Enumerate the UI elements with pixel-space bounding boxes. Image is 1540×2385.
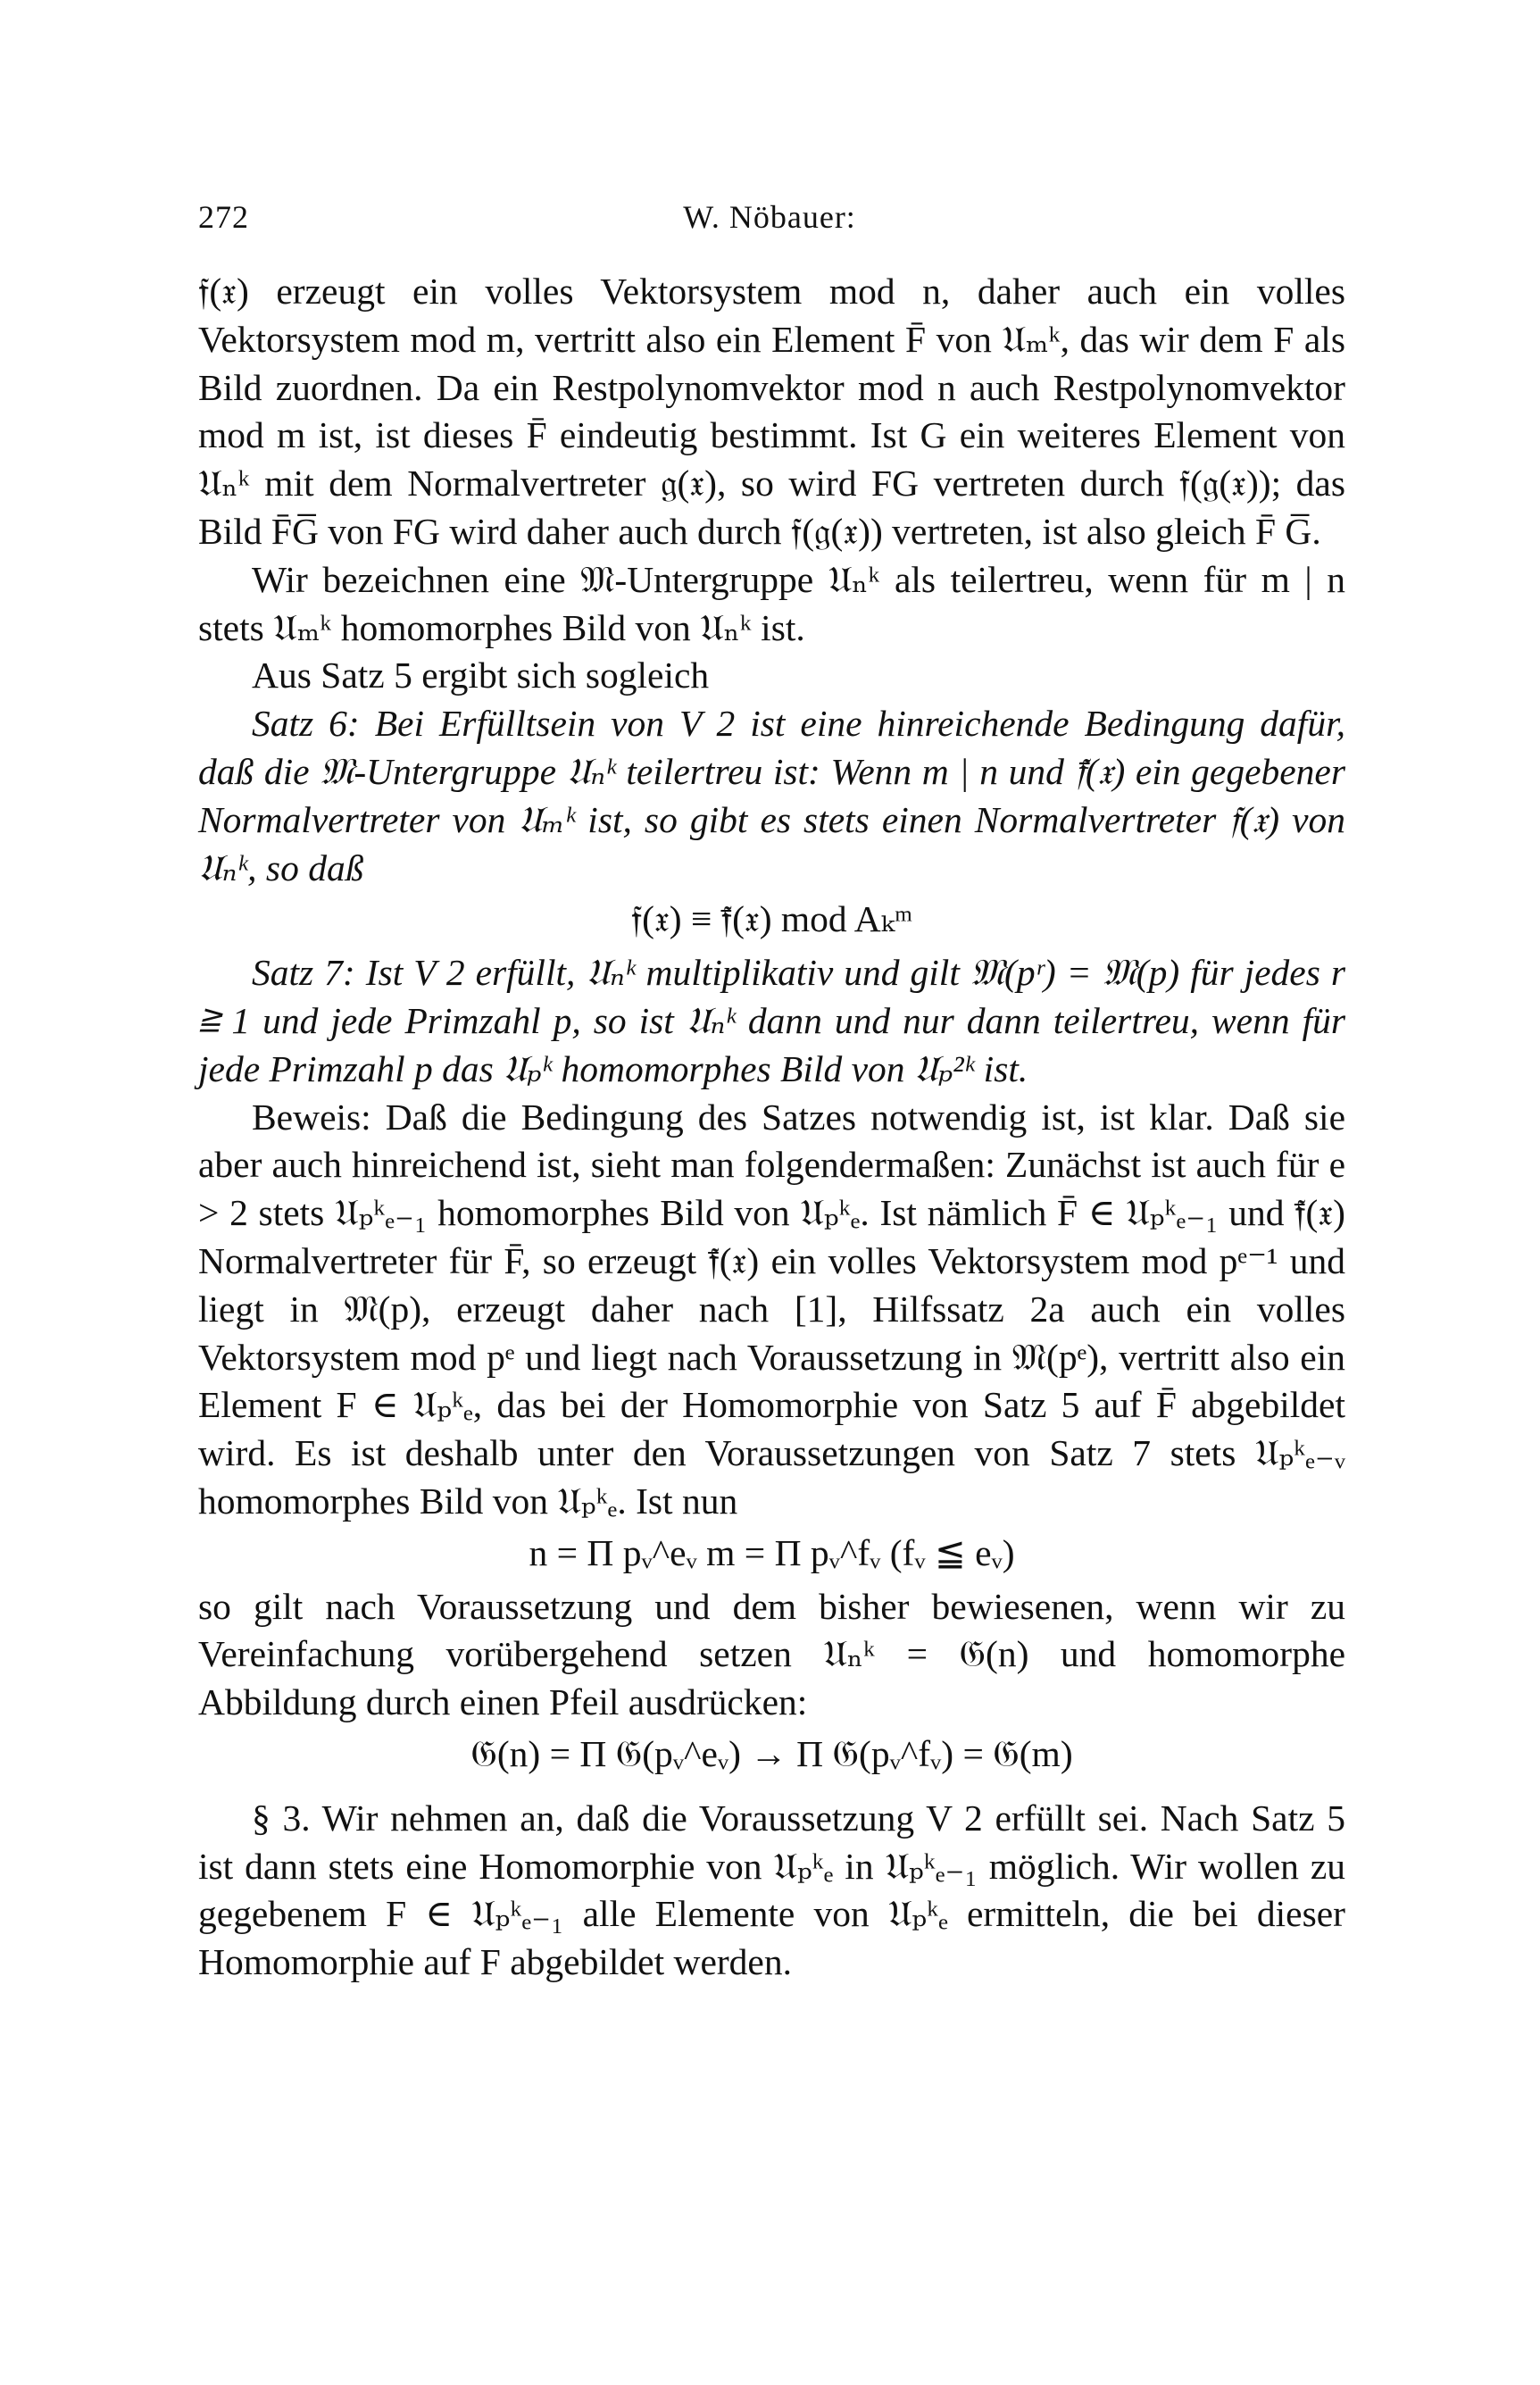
page-header: [198, 198, 1341, 243]
body-text: [198, 268, 1345, 1987]
paragraph-intro-satz6: Aus Satz 5 ergibt sich sogleich: [252, 655, 710, 696]
paragraph-1: 𝔣(𝔵) erzeugt ein volles Vektorsystem mod n, daher auch ein volles Vektorsystem mod m, vertritt also ein Element F̄ von 𝔘ₘᵏ, das wir dem F als Bild zuordnen. Da ein Restpolynomvektor mod n auch Restpolynomvektor mod m ist, ist dieses F̄ eindeutig bestimmt. Ist G ein weiteres Element von 𝔘ₙᵏ mit dem Normalvertreter 𝔤(𝔵), so wird FG vertreten durch 𝔣(𝔤(𝔵)); das Bild F̄G̅ von FG wird daher auch durch 𝔣(𝔤(𝔵)) vertreten, ist also gleich F̄ G̅.: [198, 271, 1345, 552]
theorem-satz-6: [198, 700, 1345, 892]
equation-congruence: 𝔣(𝔵) ≡ 𝔣̄(𝔵) mod Aₖᵐ: [630, 898, 913, 940]
theorem-label: Satz 7:: [252, 952, 355, 994]
paragraph-proof: Beweis: Daß die Bedingung des Satzes notwendig ist, ist klar. Daß sie aber auch hinreichend ist, sieht man folgendermaßen: Zunächst ist auch für e > 2 stets 𝔘ₚᵏₑ₋₁ homomorphes Bild von 𝔘ₚᵏₑ. Ist nämlich F̄ ∈ 𝔘ₚᵏₑ₋₁ und 𝔣̄(𝔵) Normalvertreter für F̄, so erzeugt 𝔣̄(𝔵) ein volles Vektorsystem mod pᵉ⁻¹ und liegt in 𝔐(p), erzeugt daher nach [1], Hilfssatz 2a auch ein volles Vektorsystem mod pᵉ und liegt nach Voraussetzung in 𝔐(pᵉ), vertritt also ein Element F ∈ 𝔘ₚᵏₑ, das bei der Homomorphie von Satz 5 auf F̄ abgebildet wird. Es ist deshalb unter den Voraussetzungen von Satz 7 stets 𝔘ₚᵏₑ₋ᵥ homomorphes Bild von 𝔘ₚᵏₑ. Ist nun: [198, 1096, 1345, 1522]
theorem-satz-7: [198, 949, 1345, 1093]
equation-homomorphism: 𝔊(n) = Π 𝔊(pᵥ^eᵥ) → Π 𝔊(pᵥ^fᵥ) = 𝔊(m): [470, 1732, 1073, 1774]
theorem-text: Ist V 2 erfüllt, 𝔘ₙᵏ multiplikativ und gilt 𝔐(pʳ) = 𝔐(p) für jedes r ≧ 1 und jede Primzahl p, so ist 𝔘ₙᵏ dann und nur dann teilertreu, wenn für jede Primzahl p das 𝔘ₚᵏ homomorphes Bild von 𝔘ₚ²ᵏ ist.: [198, 952, 1346, 1089]
section-3-paragraph: § 3. Wir nehmen an, daß die Voraussetzung V 2 erfüllt sei. Nach Satz 5 ist dann stets eine Homomorphie von 𝔘ₚᵏₑ in 𝔘ₚᵏₑ₋₁ möglich. Wir wollen zu gegebenem F ∈ 𝔘ₚᵏₑ₋₁ alle Elemente von 𝔘ₚᵏₑ ermitteln, die bei dieser Homomorphie auf F abgebildet werden.: [198, 1797, 1345, 1983]
page-number: 272: [198, 199, 249, 235]
theorem-label: Satz 6:: [252, 703, 360, 745]
paragraph-definition: Wir bezeichnen eine 𝔐-Untergruppe 𝔘ₙᵏ als teilertreu, wenn für m | n stets 𝔘ₘᵏ homomorphes Bild von 𝔘ₙᵏ ist.: [198, 558, 1345, 648]
running-head: W. Nöbauer:: [683, 199, 856, 235]
theorem-text: Bei Erfülltsein von V 2 ist eine hinreichende Bedingung dafür, daß die 𝔐-Untergruppe 𝔘ₙᵏ teilertreu ist: Wenn m | n und 𝔣̄(𝔵) ein gegebener Normalvertreter von 𝔘ₘᵏ ist, so gibt es stets einen Normalvertreter 𝔣(𝔵) von 𝔘ₙᵏ, so daß: [198, 703, 1346, 888]
paragraph-conclusion: so gilt nach Voraussetzung und dem bisher bewiesenen, wenn wir zu Vereinfachung vorübergehend setzen 𝔘ₙᵏ = 𝔊(n) und homomorphe Abbildung durch einen Pfeil ausdrücken:: [198, 1585, 1345, 1723]
equation-products: n = Π pᵥ^eᵥ m = Π pᵥ^fᵥ (fᵥ ≦ eᵥ): [529, 1531, 1015, 1573]
